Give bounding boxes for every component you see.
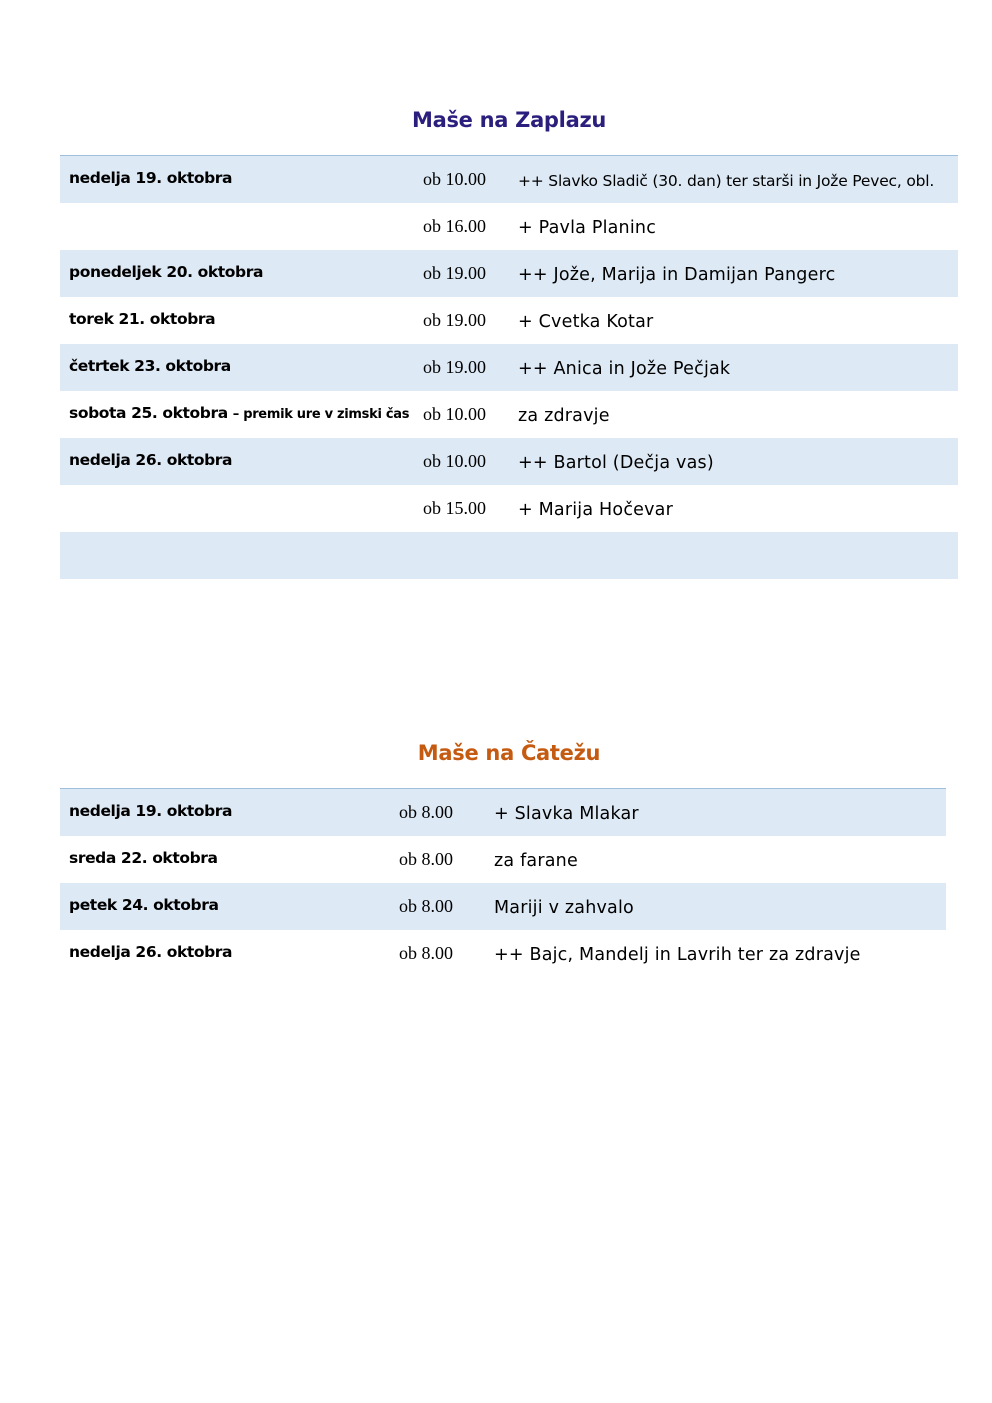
schedule-row bbox=[60, 297, 958, 344]
day-label: petek 24. oktobra bbox=[69, 896, 219, 914]
schedule-row bbox=[60, 156, 958, 203]
mass-intention: Mariji v zahvalo bbox=[494, 898, 634, 918]
schedule-row bbox=[60, 391, 958, 438]
day-label-with-note bbox=[69, 404, 409, 422]
mass-time: ob 10.00 bbox=[423, 451, 486, 471]
mass-intention: ++ Jože, Marija in Damijan Pangerc bbox=[518, 265, 836, 285]
time-change-note: – premik ure v zimski čas bbox=[232, 407, 410, 422]
mass-time: ob 10.00 bbox=[423, 169, 486, 189]
mass-time: ob 15.00 bbox=[423, 498, 486, 518]
mass-intention: ++ Slavko Sladič (30. dan) ter starši in Jože Pevec, obl. bbox=[518, 172, 935, 190]
mass-intention: + Slavka Mlakar bbox=[494, 804, 639, 824]
schedule-row bbox=[60, 438, 958, 485]
day-label: nedelja 19. oktobra bbox=[69, 802, 233, 820]
mass-intention: ++ Anica in Jože Pečjak bbox=[518, 359, 731, 379]
mass-intention: ++ Bartol (Dečja vas) bbox=[518, 453, 714, 473]
mass-time: ob 19.00 bbox=[423, 357, 486, 377]
day-label: torek 21. oktobra bbox=[69, 310, 216, 328]
schedule-row bbox=[60, 485, 958, 532]
day-label: četrtek 23. oktobra bbox=[69, 357, 231, 375]
day-label: ponedeljek 20. oktobra bbox=[69, 263, 264, 281]
schedule-row bbox=[60, 836, 946, 883]
schedule-row bbox=[60, 930, 946, 977]
mass-time: ob 10.00 bbox=[423, 404, 486, 424]
day-label: nedelja 19. oktobra bbox=[69, 169, 233, 187]
mass-time: ob 8.00 bbox=[399, 802, 453, 822]
mass-time: ob 8.00 bbox=[399, 849, 453, 869]
schedule-row bbox=[60, 344, 958, 391]
schedule-row bbox=[60, 789, 946, 836]
mass-time: ob 8.00 bbox=[399, 896, 453, 916]
schedule-row-empty bbox=[60, 532, 958, 579]
zaplaz-section-title: Maše na Zaplazu bbox=[411, 108, 607, 132]
schedule-row bbox=[60, 883, 946, 930]
schedule-row bbox=[60, 203, 958, 250]
mass-intention: + Pavla Planinc bbox=[518, 218, 657, 238]
mass-time: ob 19.00 bbox=[423, 310, 486, 330]
day-label: nedelja 26. oktobra bbox=[69, 451, 233, 469]
schedule-row bbox=[60, 250, 958, 297]
catez-mass-schedule bbox=[60, 788, 946, 977]
mass-intention: za zdravje bbox=[518, 406, 610, 426]
mass-time: ob 8.00 bbox=[399, 943, 453, 963]
mass-time: ob 16.00 bbox=[423, 216, 486, 236]
catez-section-title: Maše na Čatežu bbox=[417, 741, 601, 765]
mass-intention: + Cvetka Kotar bbox=[518, 312, 654, 332]
day-label: sreda 22. oktobra bbox=[69, 849, 218, 867]
zaplaz-mass-schedule bbox=[60, 155, 958, 579]
mass-intention: ++ Bajc, Mandelj in Lavrih ter za zdravje bbox=[494, 945, 861, 965]
mass-time: ob 19.00 bbox=[423, 263, 486, 283]
mass-intention: + Marija Hočevar bbox=[518, 500, 673, 520]
day-label: nedelja 26. oktobra bbox=[69, 943, 233, 961]
day-label: sobota 25. oktobra bbox=[69, 404, 228, 422]
mass-intention: za farane bbox=[494, 851, 578, 871]
